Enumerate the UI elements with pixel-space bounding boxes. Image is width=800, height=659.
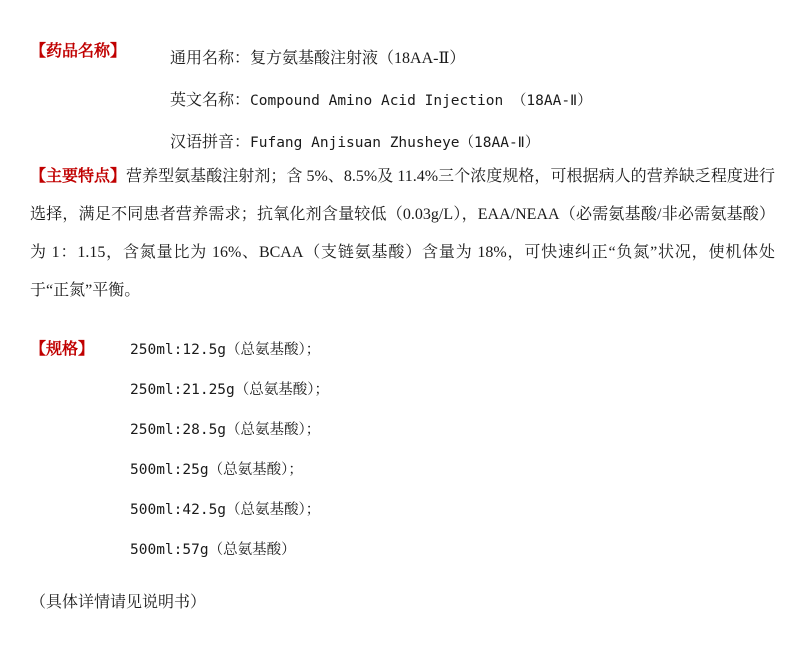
drug-name-row-generic: [170, 38, 770, 80]
drug-name-value-generic: 复方氨基酸注射液（18AA-Ⅱ）: [250, 50, 466, 67]
main-features-paragraph: [30, 158, 775, 310]
section-main-features: [30, 158, 775, 310]
drug-name-key-pinyin: 汉语拼音：: [170, 134, 251, 151]
main-features-text: 营养型氨基酸注射剂；含 5%、8.5%及 11.4%三个浓度规格，可根据病人的营养缺乏程度进行选择，满足不同患者营养需求；抗氧化剂含量较低（0.03g/L），EAA/NEAA（必需氨基酸/非必需氨基酸）为 1：1.15，含氮量比为 16%、BCAA（支链氨基酸）含量为 18%，可快速纠正“负氮”状况，使机体处于“正氮”平衡。: [30, 168, 775, 299]
spec-row: [130, 410, 770, 450]
section-label-main-features: 【主要特点】: [30, 168, 127, 185]
section-label-specifications: 【规格】: [30, 341, 95, 358]
drug-name-key-generic: 通用名称：: [170, 50, 251, 67]
drug-name-value-pinyin: Fufang Anjisuan Zhusheye（18AA-Ⅱ）: [250, 135, 540, 151]
spec-value: 500ml:42.5g（总氨基酸）；: [130, 502, 321, 518]
section-drug-name: [30, 38, 770, 164]
spec-row: [130, 490, 770, 530]
section-label-drug-name: 【药品名称】: [30, 43, 127, 60]
drug-name-row-english: [170, 80, 770, 122]
spec-value: 500ml:25g（总氨基酸）；: [130, 462, 303, 478]
spec-row: [130, 370, 770, 410]
spec-value: 250ml:28.5g（总氨基酸）；: [130, 422, 321, 438]
footnote: （具体详情请见说明书）: [30, 594, 207, 611]
section-specifications: [30, 330, 770, 570]
spec-value: 500ml:57g（总氨基酸）: [130, 542, 296, 558]
spec-row: [130, 450, 770, 490]
drug-name-key-english: 英文名称：: [170, 92, 251, 109]
drug-name-value-english: Compound Amino Acid Injection （18AA-Ⅱ）: [250, 93, 592, 109]
spec-row: [130, 330, 770, 370]
spec-value: 250ml:21.25g（总氨基酸）；: [130, 382, 330, 398]
drug-name-rows: [170, 38, 770, 164]
specification-rows: [130, 330, 770, 570]
spec-value: 250ml:12.5g（总氨基酸）；: [130, 342, 321, 358]
spec-row: [130, 530, 770, 570]
